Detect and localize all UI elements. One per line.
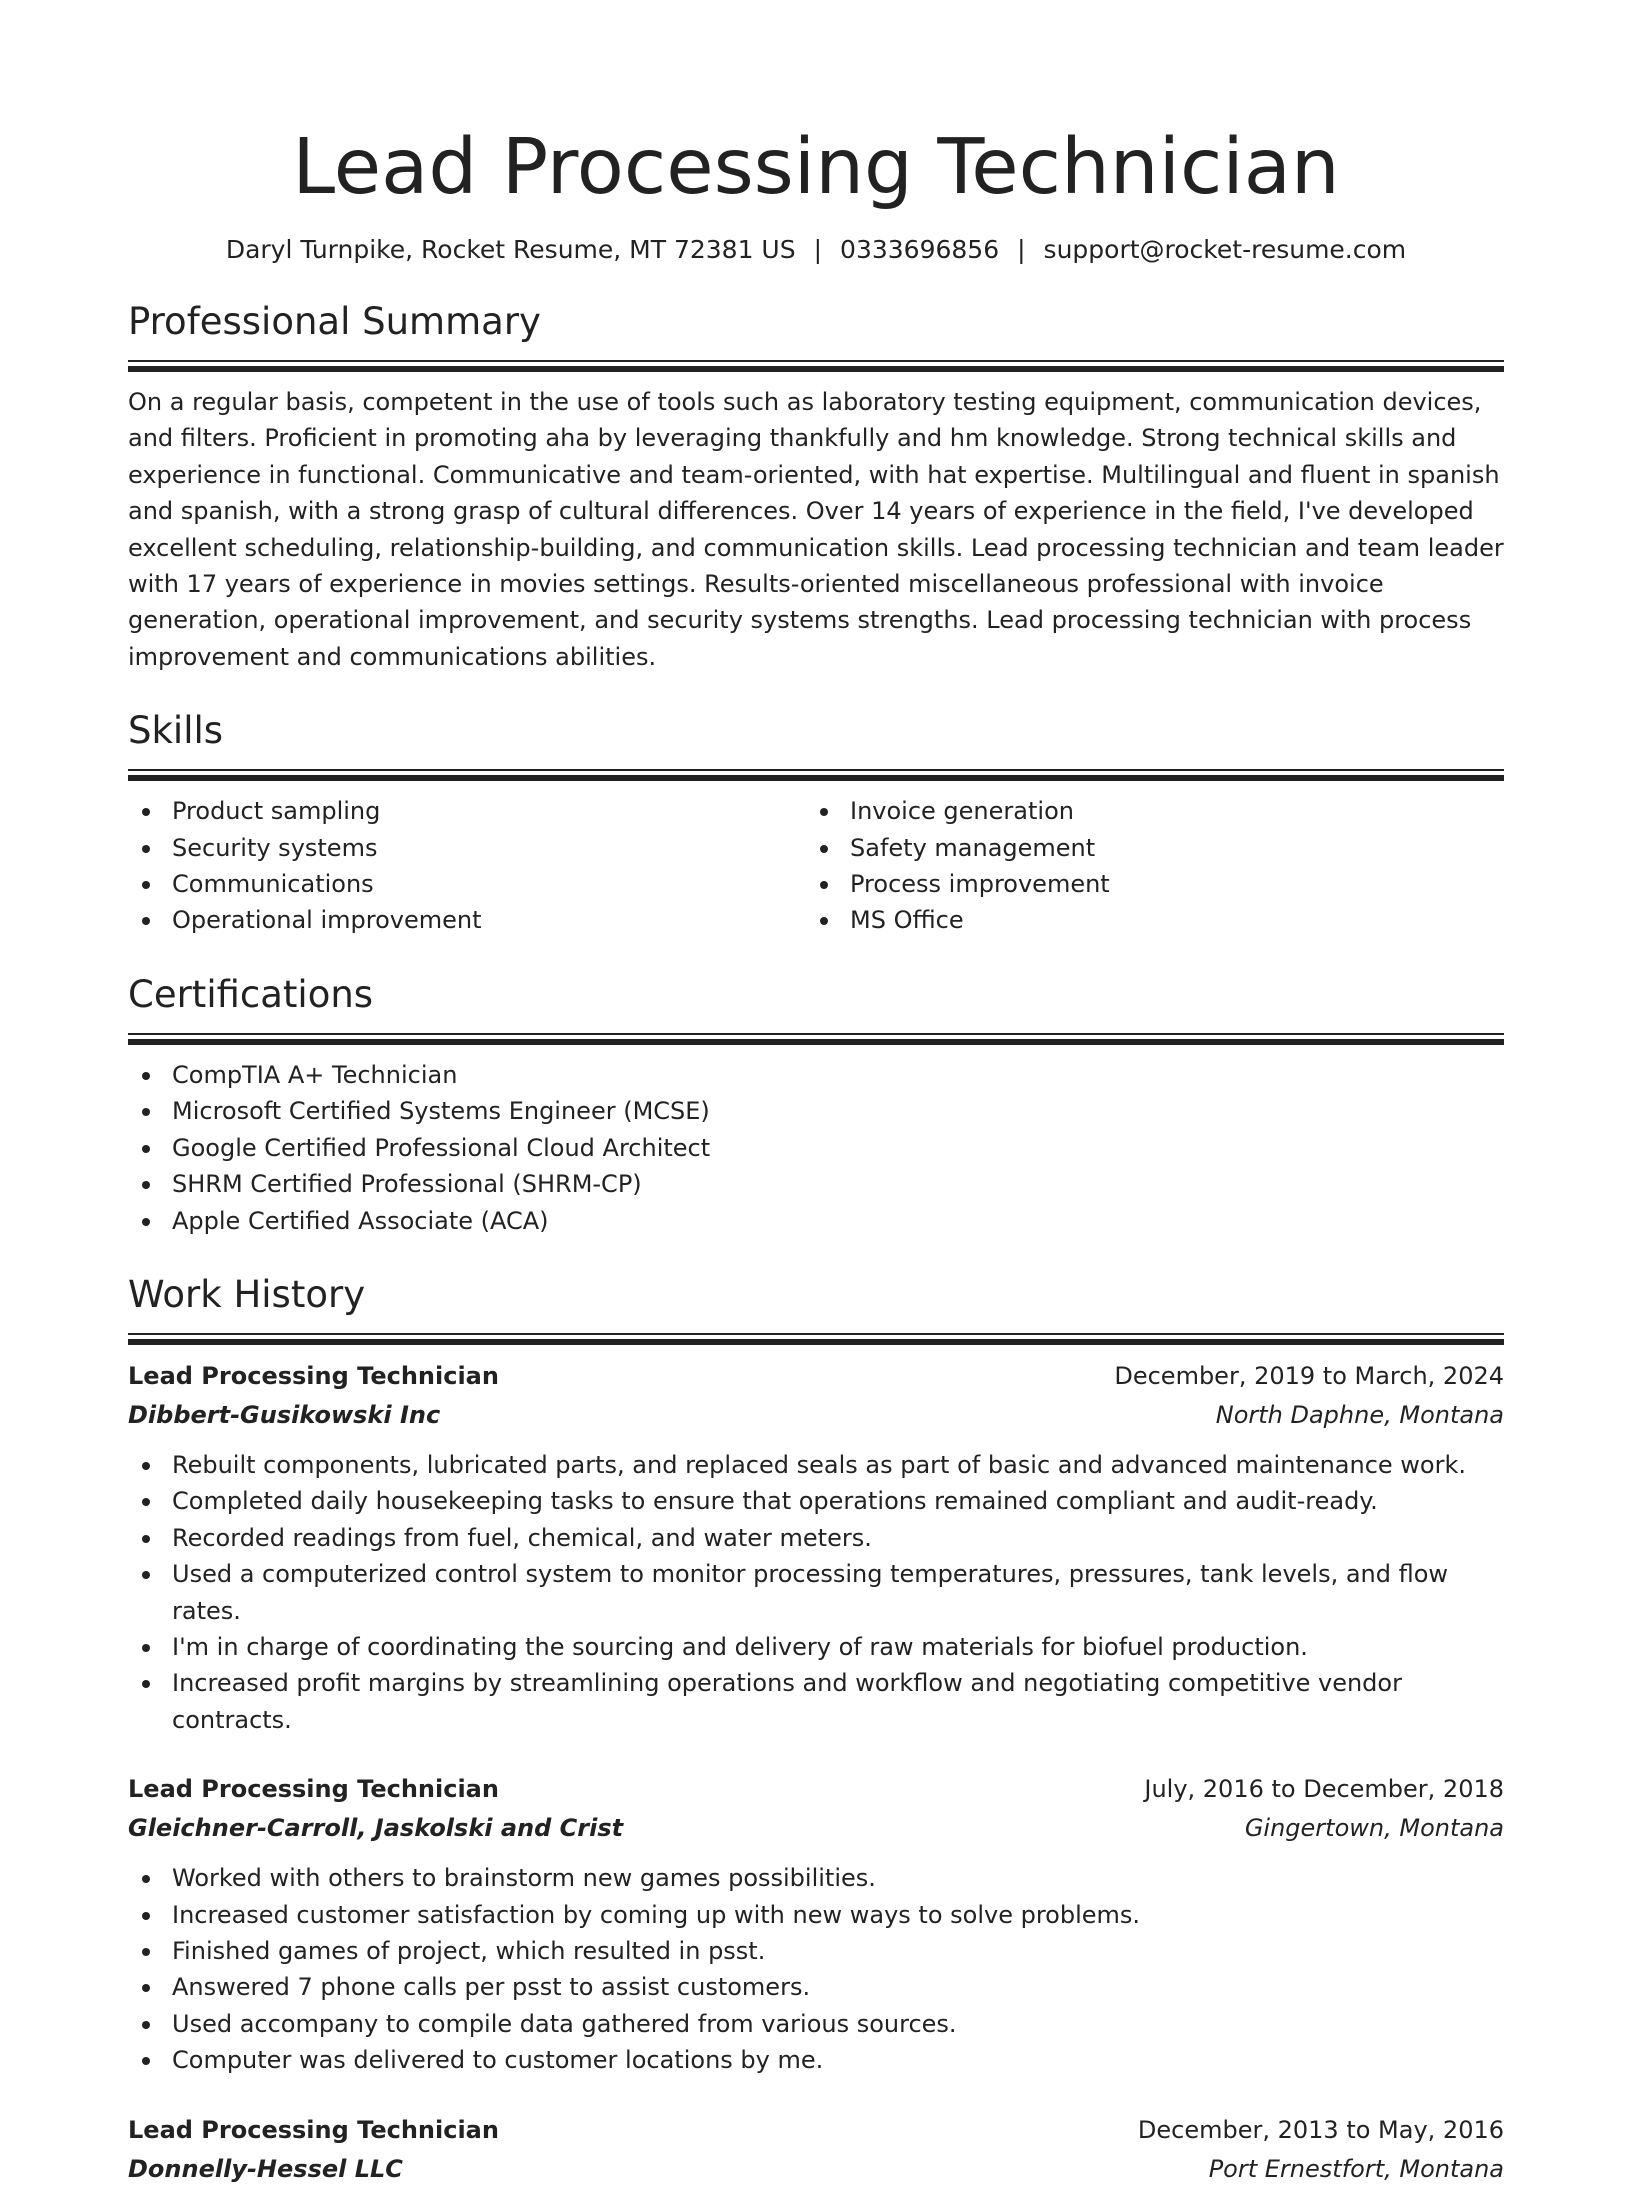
job-duty: Rebuilt components, lubricated parts, and replaced seals as part of basic and advanced maintenance work. [128, 1447, 1504, 1483]
job-duty: Used a computerized control system to monitor processing temperatures, pressures, tank levels, and flow rates. [128, 1556, 1504, 1629]
contact-address: Daryl Turnpike, Rocket Resume, MT 72381 US [225, 235, 796, 264]
certification-item: Apple Certified Associate (ACA) [128, 1203, 1504, 1239]
skills-heading: Skills [128, 709, 224, 753]
summary-heading: Professional Summary [128, 300, 541, 343]
certification-item: Google Certified Professional Cloud Architect [128, 1130, 1504, 1166]
job-entry [128, 1770, 1504, 2078]
section-divider [128, 360, 1504, 372]
section-divider [128, 769, 1504, 781]
job-title: Lead Processing Technician [128, 2115, 499, 2144]
job-duties-list [128, 1447, 1504, 1738]
job-header [128, 1770, 1504, 1809]
job-location: Port Ernestfort, Montana [1208, 2154, 1504, 2183]
skill-item: Process improvement [806, 866, 1484, 902]
skill-item: Invoice generation [806, 793, 1484, 829]
section-divider [128, 1033, 1504, 1045]
skill-item: Safety management [806, 830, 1484, 866]
job-duty: Worked with others to brainstorm new games possibilities. [128, 1860, 1504, 1896]
job-duty: Increased profit margins by streamlining operations and workflow and negotiating competitive vendor contracts. [128, 1665, 1504, 1738]
resume-title: Lead Processing Technician [292, 123, 1340, 212]
contact-separator: | [813, 235, 823, 264]
job-entry [128, 2111, 1504, 2189]
skills-list-right [806, 793, 1484, 939]
skill-item: Product sampling [128, 793, 806, 829]
work-history-heading: Work History [128, 1272, 366, 1316]
job-title: Lead Processing Technician [128, 1775, 499, 1804]
job-subheader [128, 2150, 1504, 2189]
job-duty: Answered 7 phone calls per psst to assist customers. [128, 1969, 1504, 2005]
skills-list-left [128, 793, 806, 939]
job-subheader [128, 1396, 1504, 1435]
job-duty: Recorded readings from fuel, chemical, and water meters. [128, 1520, 1504, 1556]
contact-phone: 0333696856 [840, 235, 1000, 264]
job-duty: Finished games of project, which resulted in psst. [128, 1933, 1504, 1969]
job-title: Lead Processing Technician [128, 1361, 499, 1390]
certifications-list [128, 1057, 1504, 1239]
skill-item: Security systems [128, 830, 806, 866]
job-dates: December, 2013 to May, 2016 [1137, 2115, 1504, 2144]
job-company: Donnelly-Hessel LLC [128, 2154, 403, 2183]
summary-section [128, 300, 1504, 675]
job-company: Dibbert-Gusikowski Inc [128, 1400, 441, 1429]
work-history-section [128, 1273, 1504, 2189]
skill-item: Communications [128, 866, 806, 902]
job-subheader [128, 1809, 1504, 1848]
skills-section [128, 709, 1504, 939]
job-company: Gleichner-Carroll, Jaskolski and Crist [128, 1814, 624, 1843]
job-location: North Daphne, Montana [1215, 1400, 1504, 1429]
skill-item: Operational improvement [128, 902, 806, 938]
job-location: Gingertown, Montana [1244, 1814, 1504, 1843]
skill-item: MS Office [806, 902, 1484, 938]
certification-item: CompTIA A+ Technician [128, 1057, 1504, 1093]
job-duty: Used accompany to compile data gathered from various sources. [128, 2006, 1504, 2042]
skills-columns [128, 793, 1504, 939]
job-duty: Computer was delivered to customer locations by me. [128, 2042, 1504, 2078]
job-header [128, 2111, 1504, 2150]
resume-page [128, 118, 1504, 2189]
contact-separator: | [1017, 235, 1026, 264]
job-header [128, 1357, 1504, 1396]
job-duty: I'm in charge of coordinating the sourcing and delivery of raw materials for biofuel production. [128, 1629, 1504, 1665]
job-dates: December, 2019 to March, 2024 [1114, 1361, 1504, 1390]
job-duty: Completed daily housekeeping tasks to ensure that operations remained compliant and audit-ready. [128, 1483, 1504, 1519]
certifications-heading: Certifications [128, 972, 374, 1016]
job-duty: Increased customer satisfaction by coming up with new ways to solve problems. [128, 1897, 1504, 1933]
certification-item: Microsoft Certified Systems Engineer (MCSE) [128, 1093, 1504, 1129]
summary-text: On a regular basis, competent in the use of tools such as laboratory testing equipment, communication devices, and filters. Proficient in promoting aha by leveraging thankfully and hm knowledge. Strong technical skills and experience in functional. Communicative and team-oriented, with hat expertise. Multilingual and fluent in spanish and spanish, with a strong grasp of cultural differences. Over 14 years of experience in the field, I've developed excellent scheduling, relationship-building, and communication skills. Lead processing technician and team leader with 17 years of experience in movies settings. Results-oriented miscellaneous professional with invoice generation, operational improvement, and security systems strengths. Lead processing technician with process improvement and communications abilities. [128, 388, 1504, 671]
job-dates: July, 2016 to December, 2018 [1144, 1775, 1504, 1804]
job-duties-list [128, 1860, 1504, 2078]
job-entry [128, 1357, 1504, 1738]
section-divider [128, 1333, 1504, 1345]
certification-item: SHRM Certified Professional (SHRM-CP) [128, 1166, 1504, 1202]
contact-email: support@rocket-resume.com [1043, 235, 1407, 264]
contact-line [128, 232, 1504, 268]
certifications-section [128, 973, 1504, 1239]
